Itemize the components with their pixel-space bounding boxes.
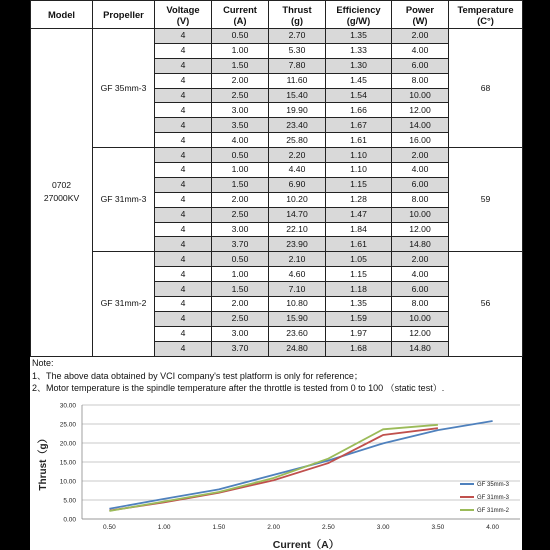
data-cell: 2.00	[212, 297, 269, 312]
data-cell: 4	[155, 118, 212, 133]
data-cell: 1.15	[326, 177, 392, 192]
column-header-unit: (C°)	[477, 14, 494, 26]
data-cell: 4	[155, 58, 212, 73]
note-line-1: 1、The above data obtained by VCI company's test platform is only for reference；	[32, 370, 363, 381]
notes-heading: Note:	[32, 358, 54, 368]
data-cell: 22.10	[269, 222, 326, 237]
data-cell: 14.80	[392, 237, 449, 252]
legend-label: GF 31mm-3	[477, 495, 510, 502]
column-header-unit: (g)	[291, 14, 303, 26]
model-kv: 27000KV	[43, 193, 80, 204]
data-cell: 4	[155, 43, 212, 58]
x-tick-label: 2.00	[267, 524, 280, 531]
data-cell: 15.90	[269, 311, 326, 326]
column-header	[93, 1, 155, 29]
legend-label: GF 31mm-2	[477, 508, 510, 515]
table-row	[31, 252, 523, 267]
data-cell: 6.00	[392, 282, 449, 297]
column-header-title: Power	[405, 3, 435, 15]
propeller-cell: GF 31mm-3	[93, 148, 155, 252]
y-tick-label: 0.00	[63, 516, 76, 524]
data-cell: 1.67	[326, 118, 392, 133]
legend-label: GF 35mm-3	[477, 482, 510, 489]
data-cell: 1.50	[212, 282, 269, 297]
column-header-unit: (V)	[176, 14, 190, 26]
note-line-2: 2、Motor temperature is the spindle temperature after the throttle is tested from 0 to 100 （static test）.	[32, 383, 445, 393]
data-cell: 1.97	[326, 326, 392, 341]
column-header	[326, 1, 392, 29]
data-cell: 12.00	[392, 103, 449, 118]
x-tick-label: 2.50	[322, 524, 335, 531]
data-cell: 4	[155, 207, 212, 222]
data-cell: 3.00	[212, 222, 269, 237]
data-cell: 1.00	[212, 267, 269, 282]
data-cell: 1.28	[326, 192, 392, 207]
data-cell: 2.20	[269, 148, 326, 163]
data-cell: 10.00	[392, 311, 449, 326]
data-cell: 14.80	[392, 341, 449, 356]
data-cell: 25.80	[269, 133, 326, 148]
data-cell: 2.00	[212, 73, 269, 88]
data-cell: 16.00	[392, 133, 449, 148]
data-cell: 1.00	[212, 163, 269, 178]
data-cell: 1.30	[326, 58, 392, 73]
y-tick-label: 10.00	[59, 478, 76, 486]
column-header-title: Voltage	[166, 3, 200, 15]
x-tick-label: 1.50	[212, 524, 226, 531]
data-cell: 1.61	[326, 133, 392, 148]
data-cell: 19.90	[269, 103, 326, 118]
data-cell: 2.50	[212, 207, 269, 222]
propeller-cell: GF 31mm-2	[93, 252, 155, 356]
data-cell: 8.00	[392, 192, 449, 207]
data-cell: 4	[155, 341, 212, 356]
data-cell: 4	[155, 237, 212, 252]
x-tick-label: 4.00	[486, 524, 499, 531]
y-tick-label: 15.00	[59, 459, 76, 467]
data-cell: 4.60	[269, 267, 326, 282]
data-cell: 3.50	[212, 118, 269, 133]
data-cell: 1.35	[326, 29, 392, 44]
x-axis-title: Current（A）	[272, 539, 340, 550]
data-cell: 4	[155, 103, 212, 118]
data-cell: 4	[155, 192, 212, 207]
data-cell: 2.00	[392, 148, 449, 163]
table-header-row	[31, 1, 523, 29]
data-cell: 1.45	[326, 73, 392, 88]
data-cell: 4	[155, 282, 212, 297]
column-header	[269, 1, 326, 29]
data-cell: 8.00	[392, 73, 449, 88]
data-cell: 23.40	[269, 118, 326, 133]
column-header-unit: (g/W)	[346, 14, 371, 26]
data-cell: 2.50	[212, 311, 269, 326]
column-header-title: Thrust	[282, 3, 312, 15]
column-header-title: Efficiency	[336, 3, 381, 15]
data-cell: 1.33	[326, 43, 392, 58]
data-cell: 3.70	[212, 341, 269, 356]
data-cell: 4	[155, 267, 212, 282]
data-cell: 1.50	[212, 58, 269, 73]
table-body	[31, 29, 523, 357]
data-cell: 4.00	[212, 133, 269, 148]
data-cell: 0.50	[212, 29, 269, 44]
data-cell: 3.00	[212, 326, 269, 341]
data-cell: 8.00	[392, 297, 449, 312]
model-name: 0702	[51, 180, 72, 191]
temperature-cell: 68	[449, 29, 523, 148]
series-line	[109, 428, 438, 510]
data-cell: 1.47	[326, 207, 392, 222]
data-cell: 10.20	[269, 192, 326, 207]
column-header-title: Model	[47, 9, 76, 20]
data-cell: 4.00	[392, 267, 449, 282]
temperature-cell: 59	[449, 148, 523, 252]
y-tick-label: 20.00	[59, 440, 76, 448]
data-cell: 7.80	[269, 58, 326, 73]
series-line	[109, 421, 492, 509]
data-cell: 1.15	[326, 267, 392, 282]
data-cell: 15.40	[269, 88, 326, 103]
data-cell: 4	[155, 297, 212, 312]
x-tick-label: 1.00	[157, 524, 171, 531]
data-cell: 23.90	[269, 237, 326, 252]
data-cell: 5.30	[269, 43, 326, 58]
column-header-unit: (A)	[233, 14, 247, 26]
thrust-current-chart	[30, 396, 522, 550]
data-cell: 1.61	[326, 237, 392, 252]
data-cell: 4	[155, 311, 212, 326]
notes	[32, 357, 522, 395]
propeller-cell: GF 35mm-3	[93, 29, 155, 148]
data-cell: 1.59	[326, 311, 392, 326]
data-cell: 1.50	[212, 177, 269, 192]
data-cell: 2.70	[269, 29, 326, 44]
data-cell: 4.00	[392, 43, 449, 58]
data-cell: 1.35	[326, 297, 392, 312]
data-cell: 4.40	[269, 163, 326, 178]
data-cell: 1.54	[326, 88, 392, 103]
data-cell: 4	[155, 148, 212, 163]
data-cell: 1.18	[326, 282, 392, 297]
column-header	[212, 1, 269, 29]
data-cell: 1.68	[326, 341, 392, 356]
data-cell: 12.00	[392, 222, 449, 237]
data-cell: 1.05	[326, 252, 392, 267]
data-cell: 1.10	[326, 148, 392, 163]
y-axis-title: Thrust（g）	[38, 433, 49, 491]
data-cell: 1.10	[326, 163, 392, 178]
data-cell: 1.00	[212, 43, 269, 58]
data-cell: 4	[155, 177, 212, 192]
data-cell: 24.80	[269, 341, 326, 356]
column-header-title: Temperature	[457, 3, 514, 15]
data-cell: 1.84	[326, 222, 392, 237]
column-header	[392, 1, 449, 29]
data-cell: 12.00	[392, 326, 449, 341]
data-cell: 2.00	[392, 29, 449, 44]
column-header	[155, 1, 212, 29]
data-cell: 6.90	[269, 177, 326, 192]
x-tick-label: 3.00	[376, 524, 390, 531]
data-cell: 10.80	[269, 297, 326, 312]
y-tick-label: 30.00	[59, 402, 76, 410]
data-cell: 10.00	[392, 207, 449, 222]
series-line	[109, 425, 438, 511]
data-cell: 0.50	[212, 148, 269, 163]
data-cell: 0.50	[212, 252, 269, 267]
column-header	[449, 1, 523, 29]
temperature-cell: 56	[449, 252, 523, 356]
data-cell: 1.66	[326, 103, 392, 118]
column-header	[31, 1, 93, 29]
column-header-title: Propeller	[103, 9, 144, 20]
data-cell: 6.00	[392, 58, 449, 73]
data-cell: 4.00	[392, 163, 449, 178]
data-cell: 3.70	[212, 237, 269, 252]
spec-table	[30, 0, 523, 357]
data-cell: 4	[155, 222, 212, 237]
x-tick-label: 3.50	[431, 524, 445, 531]
y-tick-label: 5.00	[63, 497, 76, 505]
data-cell: 2.10	[269, 252, 326, 267]
table-row	[31, 148, 523, 163]
data-cell: 4	[155, 29, 212, 44]
y-tick-label: 25.00	[59, 421, 76, 429]
data-cell: 11.60	[269, 73, 326, 88]
data-cell: 4	[155, 326, 212, 341]
data-cell: 4	[155, 133, 212, 148]
data-cell: 4	[155, 73, 212, 88]
data-cell: 2.00	[392, 252, 449, 267]
column-header-unit: (W)	[412, 14, 428, 26]
model-cell	[31, 29, 93, 357]
data-cell: 4	[155, 252, 212, 267]
spec-sheet	[30, 0, 522, 550]
data-cell: 4	[155, 163, 212, 178]
data-cell: 10.00	[392, 88, 449, 103]
data-cell: 23.60	[269, 326, 326, 341]
data-cell: 14.00	[392, 118, 449, 133]
x-tick-label: 0.50	[103, 524, 116, 531]
column-header-title: Current	[223, 3, 257, 15]
data-cell: 6.00	[392, 177, 449, 192]
table-row	[31, 29, 523, 44]
data-cell: 14.70	[269, 207, 326, 222]
data-cell: 2.00	[212, 192, 269, 207]
data-cell: 7.10	[269, 282, 326, 297]
data-cell: 4	[155, 88, 212, 103]
data-cell: 3.00	[212, 103, 269, 118]
data-cell: 2.50	[212, 88, 269, 103]
